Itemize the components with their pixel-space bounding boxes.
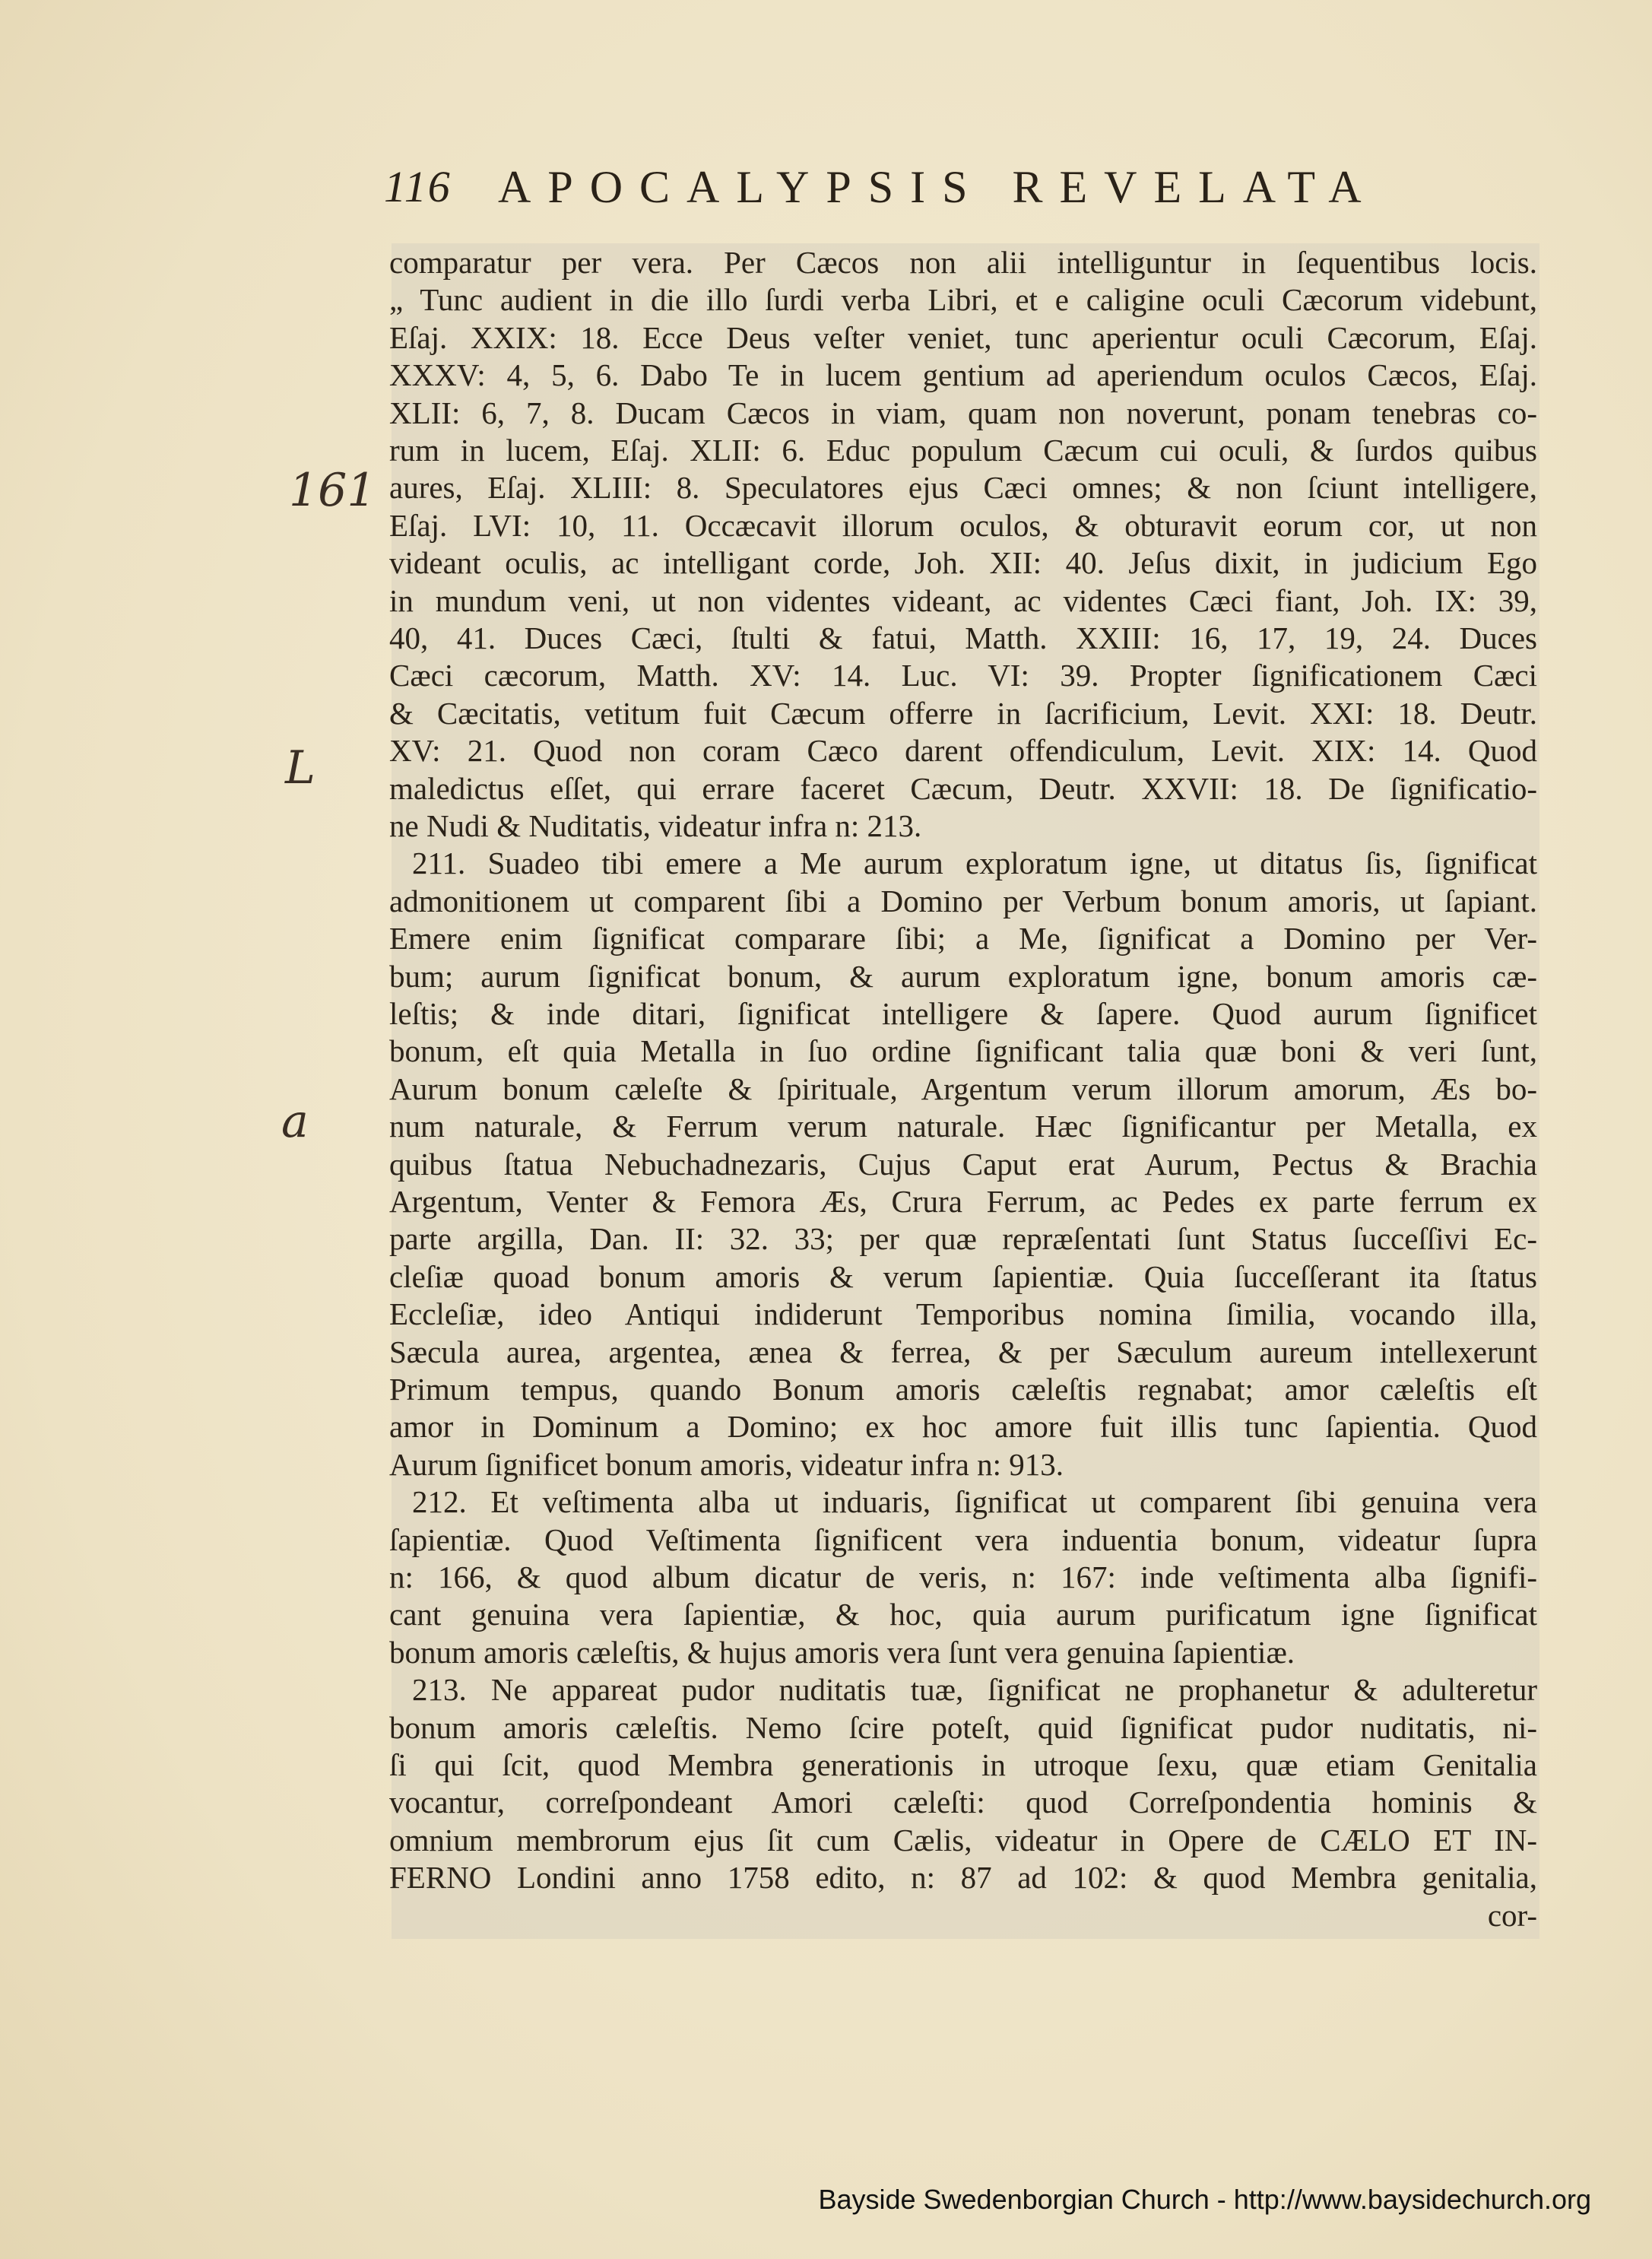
text-line: bum; aurum ſignificat bonum, & aurum exploratum igne, bonum amoris cæ- (389, 958, 1537, 994)
text-line: cor- (1487, 1897, 1537, 1933)
text-line: num naturale, & Ferrum verum naturale. Hæc ſignificantur per Metalla, ex (389, 1109, 1537, 1144)
text-line: leſtis; & inde ditari, ſignificat intelligere & ſapere. Quod aurum ſignificet (389, 996, 1537, 1031)
text-line: XLII: 6, 7, 8. Ducam Cæcos in viam, quam non noverunt, ponam tenebras co- (389, 395, 1537, 430)
text-line: 213. Ne appareat pudor nuditatis tuæ, ſignificat ne prophanetur & adulteretur (412, 1672, 1537, 1708)
text-line: aures, Eſaj. XLIII: 8. Speculatores ejus Cæci omnes; & non ſciunt intelligere, (389, 470, 1537, 506)
margin-note-161: 161 (289, 464, 376, 517)
text-line: Eſaj. LVI: 10, 11. Occæcavit illorum oculos, & obturavit eorum cor, ut non (389, 507, 1537, 543)
text-line: Cæci cæcorum, Matth. XV: 14. Luc. VI: 39. Propter ſignificationem Cæci (389, 658, 1537, 693)
text-line: bonum amoris cæleſtis. Nemo ſcire poteſt, quid ſignificat pudor nuditatis, ni- (389, 1709, 1537, 1745)
text-line: & Cæcitatis, vetitum fuit Cæcum offerre in ſacrificium, Levit. XXI: 18. Deutr. (389, 695, 1537, 731)
margin-note-l: L (285, 741, 315, 795)
page-header (384, 161, 1543, 222)
text-line: Eſaj. XXIX: 18. Ecce Deus veſter veniet, tunc aperientur oculi Cæcorum, Eſaj. (389, 319, 1537, 355)
text-line: rum in lucem, Eſaj. XLII: 6. Educ populum Cæcum cui oculi, & ſurdos quibus (389, 433, 1537, 468)
text-line: maledictus eſſet, qui errare faceret Cæcum, Deutr. XXVII: 18. De ſignificatio- (389, 770, 1537, 806)
text-line: cleſiæ quoad bonum amoris & verum ſapientiæ. Quia ſucceſſerant ita ſtatus (389, 1258, 1537, 1294)
text-line: 212. Et veſtimenta alba ut induaris, ſignificat ut comparent ſibi genuina vera (412, 1484, 1537, 1520)
margin-note-a: a (281, 1095, 309, 1148)
text-line: videant oculis, ac intelligant corde, Joh. XII: 40. Jeſus dixit, in judicium Ego (389, 545, 1537, 581)
text-line: Emere enim ſignificat comparare ſibi; a Me, ſignificat a Domino per Ver- (389, 921, 1537, 957)
text-line: 40, 41. Duces Cæci, ſtulti & fatui, Matth. XXIII: 16, 17, 19, 24. Duces (389, 620, 1537, 655)
text-line: Sæcula aurea, argentea, æneа & ferrea, & per Sæculum aureum intellexerunt (389, 1334, 1537, 1369)
text-line: comparatur per vera. Per Cæcos non alii intelliguntur in ſequentibus locis. (389, 245, 1537, 280)
text-line: Eccleſiæ, ideo Antiqui indiderunt Temporibus nomina ſimilia, vocando illa, (389, 1296, 1537, 1332)
text-line: amor in Dominum a Domino; ex hoc amore fuit illis tunc ſapientia. Quod (389, 1409, 1537, 1445)
text-line: FERNO Londini anno 1758 edito, n: 87 ad 102: & quod Membra genitalia, (389, 1860, 1537, 1896)
text-line: ſi qui ſcit, quod Membra generationis in utroque ſexu, quæ etiam Genitalia (389, 1747, 1537, 1782)
text-line: ſapientiæ. Quod Veſtimenta ſignificent vera induentia bonum, videatur ſupra (389, 1521, 1537, 1557)
text-line: Argentum, Venter & Femora Æs, Crura Ferrum, ac Pedes ex parte ferrum ex (389, 1184, 1537, 1219)
text-line: XV: 21. Quod non coram Cæco darent offendiculum, Levit. XIX: 14. Quod (389, 733, 1537, 769)
text-line: bonum, eſt quia Metalla in ſuo ordine ſignificant talia quæ boni & veri ſunt, (389, 1033, 1537, 1069)
text-line: parte argilla, Dan. II: 32. 33; per quæ repræſentati ſunt Status ſucceſſivi Ec- (389, 1221, 1537, 1257)
text-line: Aurum ſignificet bonum amoris, videatur infra n: 913. (389, 1446, 1064, 1482)
text-line: quibus ſtatua Nebuchadnezaris, Cujus Caput erat Aurum, Pectus & Brachia (389, 1146, 1537, 1182)
text-line: 211. Suadeo tibi emere a Me aurum exploratum igne, ut ditatus ſis, ſignificat (412, 846, 1537, 881)
text-line: omnium membrorum ejus ſit cum Cælis, videatur in Opere de CÆLO ET IN- (389, 1822, 1537, 1858)
text-line: ne Nudi & Nuditatis, videatur infra n: 213. (389, 808, 922, 843)
text-line: vocantur, correſpondeant Amori cæleſti: quod Correſpondentia hominis & (389, 1785, 1537, 1820)
text-line: bonum amoris cæleſtis, & hujus amoris vera ſunt vera genuina ſapientiæ. (389, 1634, 1295, 1670)
text-line: Aurum bonum cæleſte & ſpirituale, Argentum verum illorum amorum, Æs bo- (389, 1071, 1537, 1106)
watermark: Bayside Swedenborgian Church - http://www.baysidechurch.org (818, 2184, 1591, 2215)
running-title: APOCALYPSIS REVELATA (498, 162, 1378, 212)
text-line: Primum tempus, quando Bonum amoris cæleſtis regnabat; amor cæleſtis eſt (389, 1372, 1537, 1407)
text-line: „ Tunc audient in die illo ſurdi verba Libri, et e caligine oculi Cæcorum videbunt, (389, 282, 1537, 318)
text-line: XXXV: 4, 5, 6. Dabo Te in lucem gentium ad aperiendum oculos Cæcos, Eſaj. (389, 357, 1537, 393)
text-line: n: 166, & quod album dicatur de veris, n: 167: inde veſtimenta alba ſignifi- (389, 1559, 1537, 1594)
page-number: 116 (384, 162, 452, 211)
text-line: in mundum veni, ut non videntes videant, ac videntes Cæci fiant, Joh. IX: 39, (389, 582, 1537, 618)
text-line: cant genuina vera ſapientiæ, & hoc, quia aurum purificatum igne ſignificat (389, 1597, 1537, 1632)
text-line: admonitionem ut comparent ſibi a Domino per Verbum bonum amoris, ut ſapiant. (389, 883, 1537, 919)
